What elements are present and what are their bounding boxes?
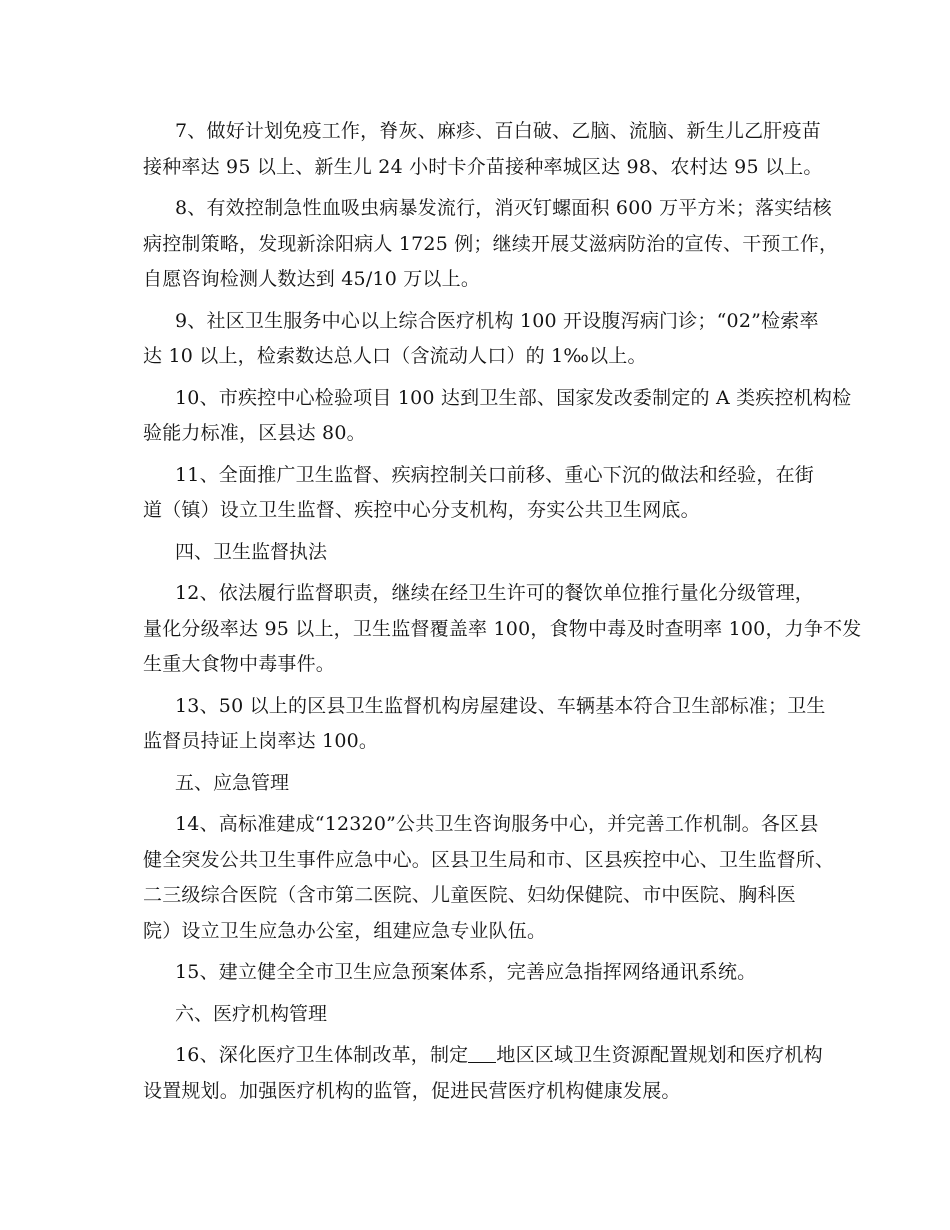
section-heading: 五、应急管理 xyxy=(175,771,290,794)
paragraph xyxy=(143,458,814,529)
paragraph-line: 自愿咨询检测人数达到 45/10 万以上。 xyxy=(143,268,481,290)
paragraph-line: 量化分级率达 95 以上，卫生监督覆盖率 100，食物中毒及时查明率 100，力争不发 xyxy=(143,617,862,640)
paragraph xyxy=(143,1038,823,1109)
paragraph xyxy=(143,381,852,452)
document-body xyxy=(143,114,862,1115)
paragraph-line: 7、做好计划免疫工作，脊灰、麻疹、百白破、乙脑、流脑、新生儿乙肝疫苗 xyxy=(175,120,821,142)
paragraph-line: 13、50 以上的区县卫生监督机构房屋建设、车辆基本符合卫生部标准；卫生 xyxy=(175,694,826,717)
paragraph-line xyxy=(143,1038,823,1074)
section-heading: 六、医疗机构管理 xyxy=(175,1002,328,1025)
paragraph xyxy=(143,689,826,760)
paragraph xyxy=(143,576,862,683)
fill-in-blank xyxy=(468,1046,496,1063)
line-text: 地区区域卫生资源配置规划和医疗机构 xyxy=(496,1044,823,1066)
paragraph-line: 院）设立卫生应急办公室，组建应急专业队伍。 xyxy=(143,919,547,942)
paragraph-line: 达 10 以上，检索数达总人口（含流动人口）的 1‰以上。 xyxy=(143,345,647,367)
paragraph xyxy=(143,114,823,185)
paragraph xyxy=(143,955,811,991)
paragraph-line: 15、建立健全全市卫生应急预案体系，完善应急指挥网络通讯系统。 xyxy=(175,961,757,983)
paragraph-line: 设置规划。加强医疗机构的监管，促进民营医疗机构健康发展。 xyxy=(143,1079,681,1102)
paragraph-line: 生重大食物中毒事件。 xyxy=(143,653,336,675)
paragraph-line: 接种率达 95 以上、新生儿 24 小时卡介苗接种率城区达 98、农村达 95 以上。 xyxy=(143,155,823,178)
paragraph-line: 二三级综合医院（含市第二医院、儿童医院、妇幼保健院、市中医院、胸科医 xyxy=(143,884,796,906)
paragraph-line: 12、依法履行监督职责，继续在经卫生许可的餐饮单位推行量化分级管理， xyxy=(175,582,814,604)
paragraph-line: 9、社区卫生服务中心以上综合医疗机构 100 开设腹泻病门诊；“02”检索率 xyxy=(175,309,819,332)
section-heading: 四、卫生监督执法 xyxy=(175,540,328,563)
paragraph-line: 14、高标准建成“12320”公共卫生咨询服务中心，并完善工作机制。各区县 xyxy=(175,813,819,835)
paragraph xyxy=(143,304,819,375)
line-text: 16、深化医疗卫生体制改革，制定 xyxy=(175,1044,469,1066)
paragraph-line: 验能力标准，区县达 80。 xyxy=(143,422,366,444)
paragraph xyxy=(143,807,835,949)
paragraph-line: 11、全面推广卫生监督、疾病控制关口前移、重心下沉的做法和经验，在街 xyxy=(175,463,814,486)
paragraph-line: 监督员持证上岗率达 100。 xyxy=(143,730,379,752)
paragraph-line: 道（镇）设立卫生监督、疾控中心分支机构，夯实公共卫生网底。 xyxy=(143,499,700,521)
paragraph-line: 10、市疾控中心检验项目 100 达到卫生部、国家发改委制定的 A 类疾控机构检 xyxy=(175,386,852,409)
paragraph xyxy=(143,191,839,298)
paragraph-line: 8、有效控制急性血吸虫病暴发流行，消灭钉螺面积 600 万平方米；落实结核 xyxy=(175,197,832,219)
paragraph-line: 病控制策略，发现新涂阳病人 1725 例；继续开展艾滋病防治的宣传、干预工作， xyxy=(143,232,839,255)
paragraph-line: 健全突发公共卫生事件应急中心。区县卫生局和市、区县疾控中心、卫生监督所、 xyxy=(143,848,835,871)
